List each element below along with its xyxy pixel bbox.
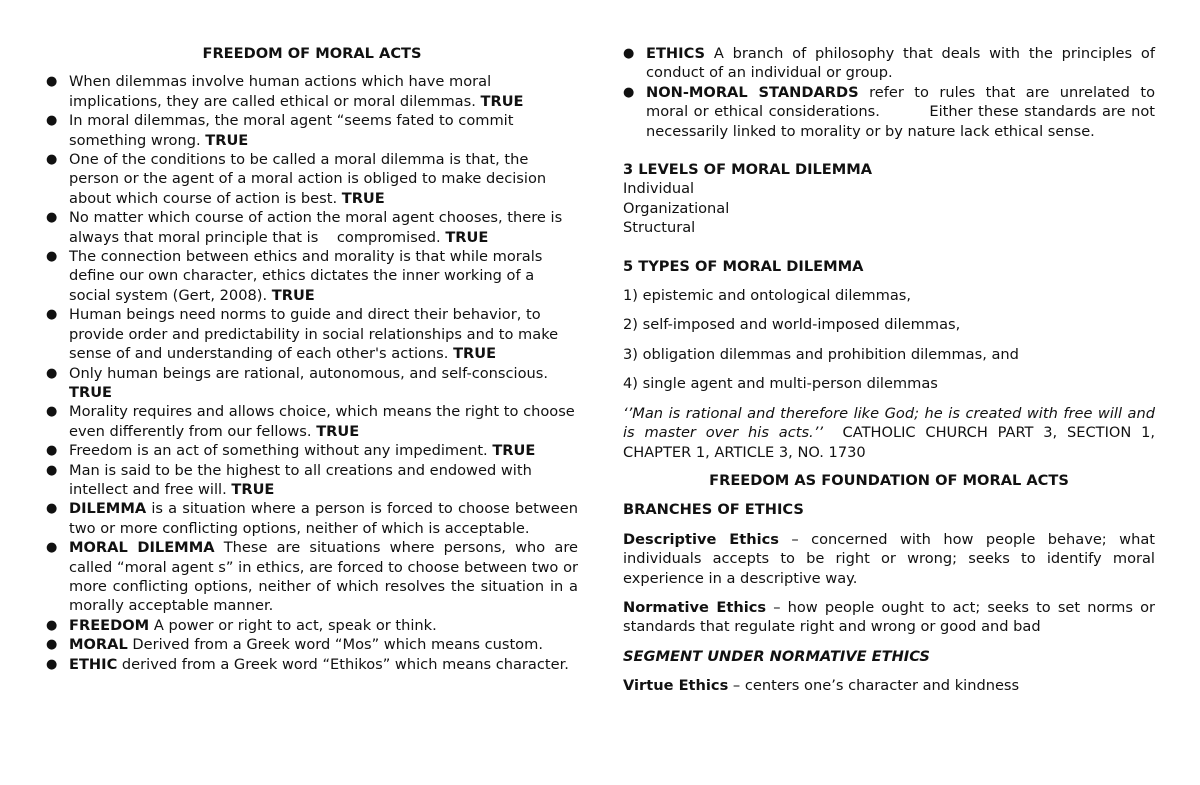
list-item: ● Only human beings are rational, autonomous, and self-conscious. TRUE — [46, 364, 549, 401]
segment-heading: SEGMENT UNDER NORMATIVE ETHICS — [623, 647, 930, 665]
definition-ethic: ● ETHIC derived from a Greek word “Ethikos” which means character. — [46, 655, 569, 673]
list-item: ● Morality requires and allows choice, which means the right to choose even differently from our fellows. TRUE — [46, 403, 575, 440]
foundation-title: FREEDOM AS FOUNDATION OF MORAL ACTS — [709, 471, 1069, 489]
descriptive-ethics: Descriptive Ethics – concerned with how people behave; what individuals accepts to be right or wrong; seeks to identify moral experience in a descriptive way. — [623, 530, 1156, 587]
bullet-icon: ● — [46, 656, 58, 672]
bullet-icon: ● — [46, 74, 58, 90]
bullet-icon: ● — [46, 404, 58, 420]
bullet-icon: ● — [46, 307, 58, 323]
definition-non-moral-standards: ● NON-MORAL STANDARDS refer to rules that are unrelated to moral or ethical considerations. Either these standards are not necessarily linked to morality or by nature lack ethical sense. — [623, 83, 1155, 140]
levels-heading: 3 LEVELS OF MORAL DILEMMA — [623, 161, 873, 179]
list-item: ● No matter which course of action the moral agent chooses, there is always that moral principle that is compromised. TRUE — [46, 209, 563, 246]
freedom-of-moral-acts-title: FREEDOM OF MORAL ACTS — [202, 45, 422, 62]
right-column — [623, 44, 1155, 696]
bullet-icon: ● — [46, 540, 58, 556]
list-item: ● Human beings need norms to guide and direct their behavior, to provide order and predictability in social relationships and to make sense of and understanding of each other's actions. TRUE — [46, 306, 559, 363]
bullet-icon: ● — [46, 501, 58, 517]
normative-ethics: Normative Ethics – how people ought to act; seeks to set norms or standards that regulate right and wrong or good and bad — [623, 598, 1155, 636]
definition-moral-dilemma: ● MORAL DILEMMA These are situations where persons, who are called “moral agent s” in ethics, are forced to choose between two or more conflicting options, neither of which resolves the situation in a morally acceptable manner. — [46, 539, 578, 615]
virtue-ethics: Virtue Ethics – centers one’s character and kindness — [623, 677, 1020, 695]
definition-ethics: ● ETHICS A branch of philosophy that deals with the principles of conduct of an individual or group. — [623, 45, 1155, 82]
types-heading: 5 TYPES OF MORAL DILEMMA — [623, 257, 864, 275]
true-statements-list — [46, 72, 578, 674]
bullet-icon: ● — [46, 152, 58, 168]
bullet-icon: ● — [46, 637, 58, 653]
list-item: ● In moral dilemmas, the moral agent “seems fated to commit something wrong. TRUE — [46, 112, 514, 149]
bullet-icon: ● — [46, 462, 58, 478]
list-item: ● Freedom is an act of something without any impediment. TRUE — [46, 442, 536, 460]
level-item: Individual — [623, 180, 695, 198]
list-item: ● Man is said to be the highest to all creations and endowed with intellect and free will. TRUE — [46, 461, 532, 498]
catechism-quote: ‘’Man is rational and therefore like God; he is created with free will and is master over his acts.’’ CATHOLIC CHURCH PART 3, SECTION 1, CHAPTER 1, ARTICLE 3, NO. 1730 — [623, 404, 1155, 461]
list-item: ● One of the conditions to be called a moral dilemma is that, the person or the agent of a moral action is obliged to make decision about which course of action is best. TRUE — [46, 151, 547, 207]
right-definitions-list — [623, 44, 1155, 141]
definition-freedom: ● FREEDOM A power or right to act, speak or think. — [46, 616, 437, 634]
bullet-icon: ● — [46, 617, 58, 633]
bullet-icon: ● — [46, 113, 58, 129]
branches-heading: BRANCHES OF ETHICS — [623, 501, 804, 519]
bullet-icon: ● — [623, 46, 635, 61]
type-item: 2) self-imposed and world-imposed dilemmas, — [623, 316, 961, 334]
level-item: Organizational — [623, 199, 730, 217]
type-item: 3) obligation dilemmas and prohibition dilemmas, and — [623, 345, 1019, 363]
level-item: Structural — [623, 219, 696, 237]
definition-dilemma: ● DILEMMA is a situation where a person is forced to choose between two or more conflicting options, neither of which is acceptable. — [46, 500, 578, 537]
type-item: 4) single agent and multi-person dilemmas — [623, 375, 938, 393]
list-item: ● When dilemmas involve human actions which have moral implications, they are called ethical or moral dilemmas. TRUE — [46, 73, 524, 110]
bullet-icon: ● — [46, 365, 58, 381]
bullet-icon: ● — [46, 249, 58, 265]
bullet-icon: ● — [623, 84, 635, 100]
bullet-icon: ● — [46, 210, 58, 226]
definition-moral: ● MORAL Derived from a Greek word “Mos” which means custom. — [46, 636, 543, 654]
type-item: 1) epistemic and ontological dilemmas, — [623, 287, 912, 305]
bullet-icon: ● — [46, 443, 58, 459]
left-column — [46, 44, 578, 674]
list-item: ● The connection between ethics and morality is that while morals define our own character, ethics dictates the inner working of a social system (Gert, 2008). TRUE — [46, 248, 543, 304]
